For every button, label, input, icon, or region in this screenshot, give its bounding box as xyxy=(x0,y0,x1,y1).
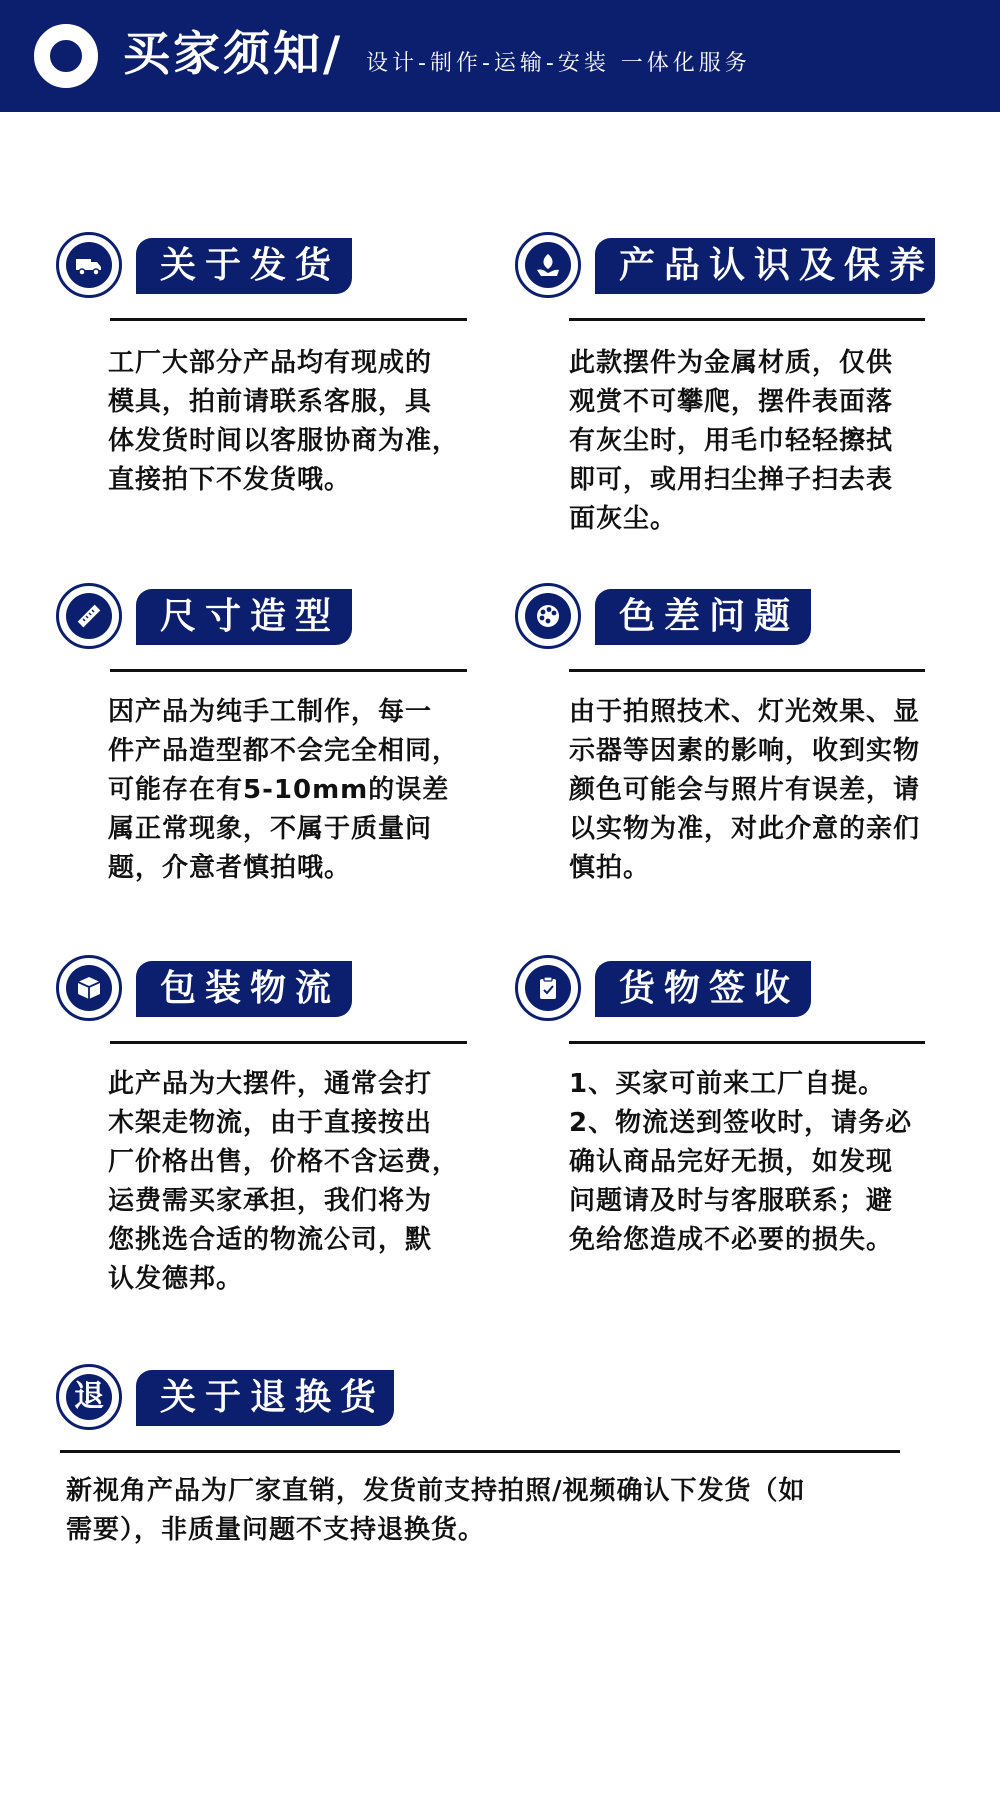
section-body-text: 由于拍照技术、灯光效果、显 示器等因素的影响，收到实物 颜色可能会与照片有误差，请 以实物为准，对此介意的亲们 慎拍。 xyxy=(569,697,921,883)
section-title-badge: 包装物流 xyxy=(136,961,352,1017)
hand-leaf-icon xyxy=(515,232,581,298)
truck-icon xyxy=(56,232,122,298)
return-char-icon xyxy=(56,1364,122,1430)
section-body-text: 新视角产品为厂家直销，发货前支持拍照/视频确认下发货（如 需要），非质量问题不支持退换货。 xyxy=(66,1476,806,1545)
section-body-text: 工厂大部分产品均有现成的 模具，拍前请联系客服，具 体发货时间以客服协商为准， 直接拍下不发货哦。 xyxy=(108,348,460,495)
divider xyxy=(110,1041,467,1044)
palette-icon xyxy=(515,583,581,649)
divider xyxy=(60,1450,900,1453)
divider xyxy=(569,1041,925,1044)
return-icon-char: 退 xyxy=(74,1379,104,1414)
section-body-text: 此款摆件为金属材质，仅供 观赏不可攀爬，摆件表面落 有灰尘时，用毛巾轻轻擦拭 即可，或用扫尘掸子扫去表 面灰尘。 xyxy=(569,348,894,534)
section-title-badge: 关于发货 xyxy=(136,238,352,294)
ruler-icon xyxy=(56,583,122,649)
page-title: 买家须知/ xyxy=(123,27,344,82)
section-title-badge: 关于退换货 xyxy=(136,1370,394,1426)
section-title-badge: 尺寸造型 xyxy=(136,589,352,645)
divider xyxy=(569,318,925,321)
page-subtitle: 设计-制作-运输-安装 一体化服务 xyxy=(366,51,751,76)
section-title-badge: 产品认识及保养 xyxy=(595,238,935,294)
divider xyxy=(110,318,467,321)
box-icon xyxy=(56,955,122,1021)
section-title-badge: 色差问题 xyxy=(595,589,811,645)
ring-logo-icon xyxy=(34,24,98,88)
section-body-text: 因产品为纯手工制作，每一 件产品造型都不会完全相同， 可能存在有5-10mm的误差 属正常现象，不属于质量问 题，介意者慎拍哦。 xyxy=(108,697,460,883)
section-body-text: 1、买家可前来工厂自提。 2、物流送到签收时，请务必 确认商品完好无损，如发现 问题请及时与客服联系；避 免给您造成不必要的损失。 xyxy=(569,1069,913,1255)
clipboard-icon xyxy=(515,955,581,1021)
header-bar xyxy=(0,0,1000,112)
divider xyxy=(569,669,925,672)
divider xyxy=(110,669,467,672)
section-body-text: 此产品为大摆件，通常会打 木架走物流，由于直接按出 厂价格出售，价格不含运费， 运费需买家承担，我们将为 您挑选合适的物流公司，默 认发德邦。 xyxy=(108,1069,460,1294)
section-title-badge: 货物签收 xyxy=(595,961,811,1017)
